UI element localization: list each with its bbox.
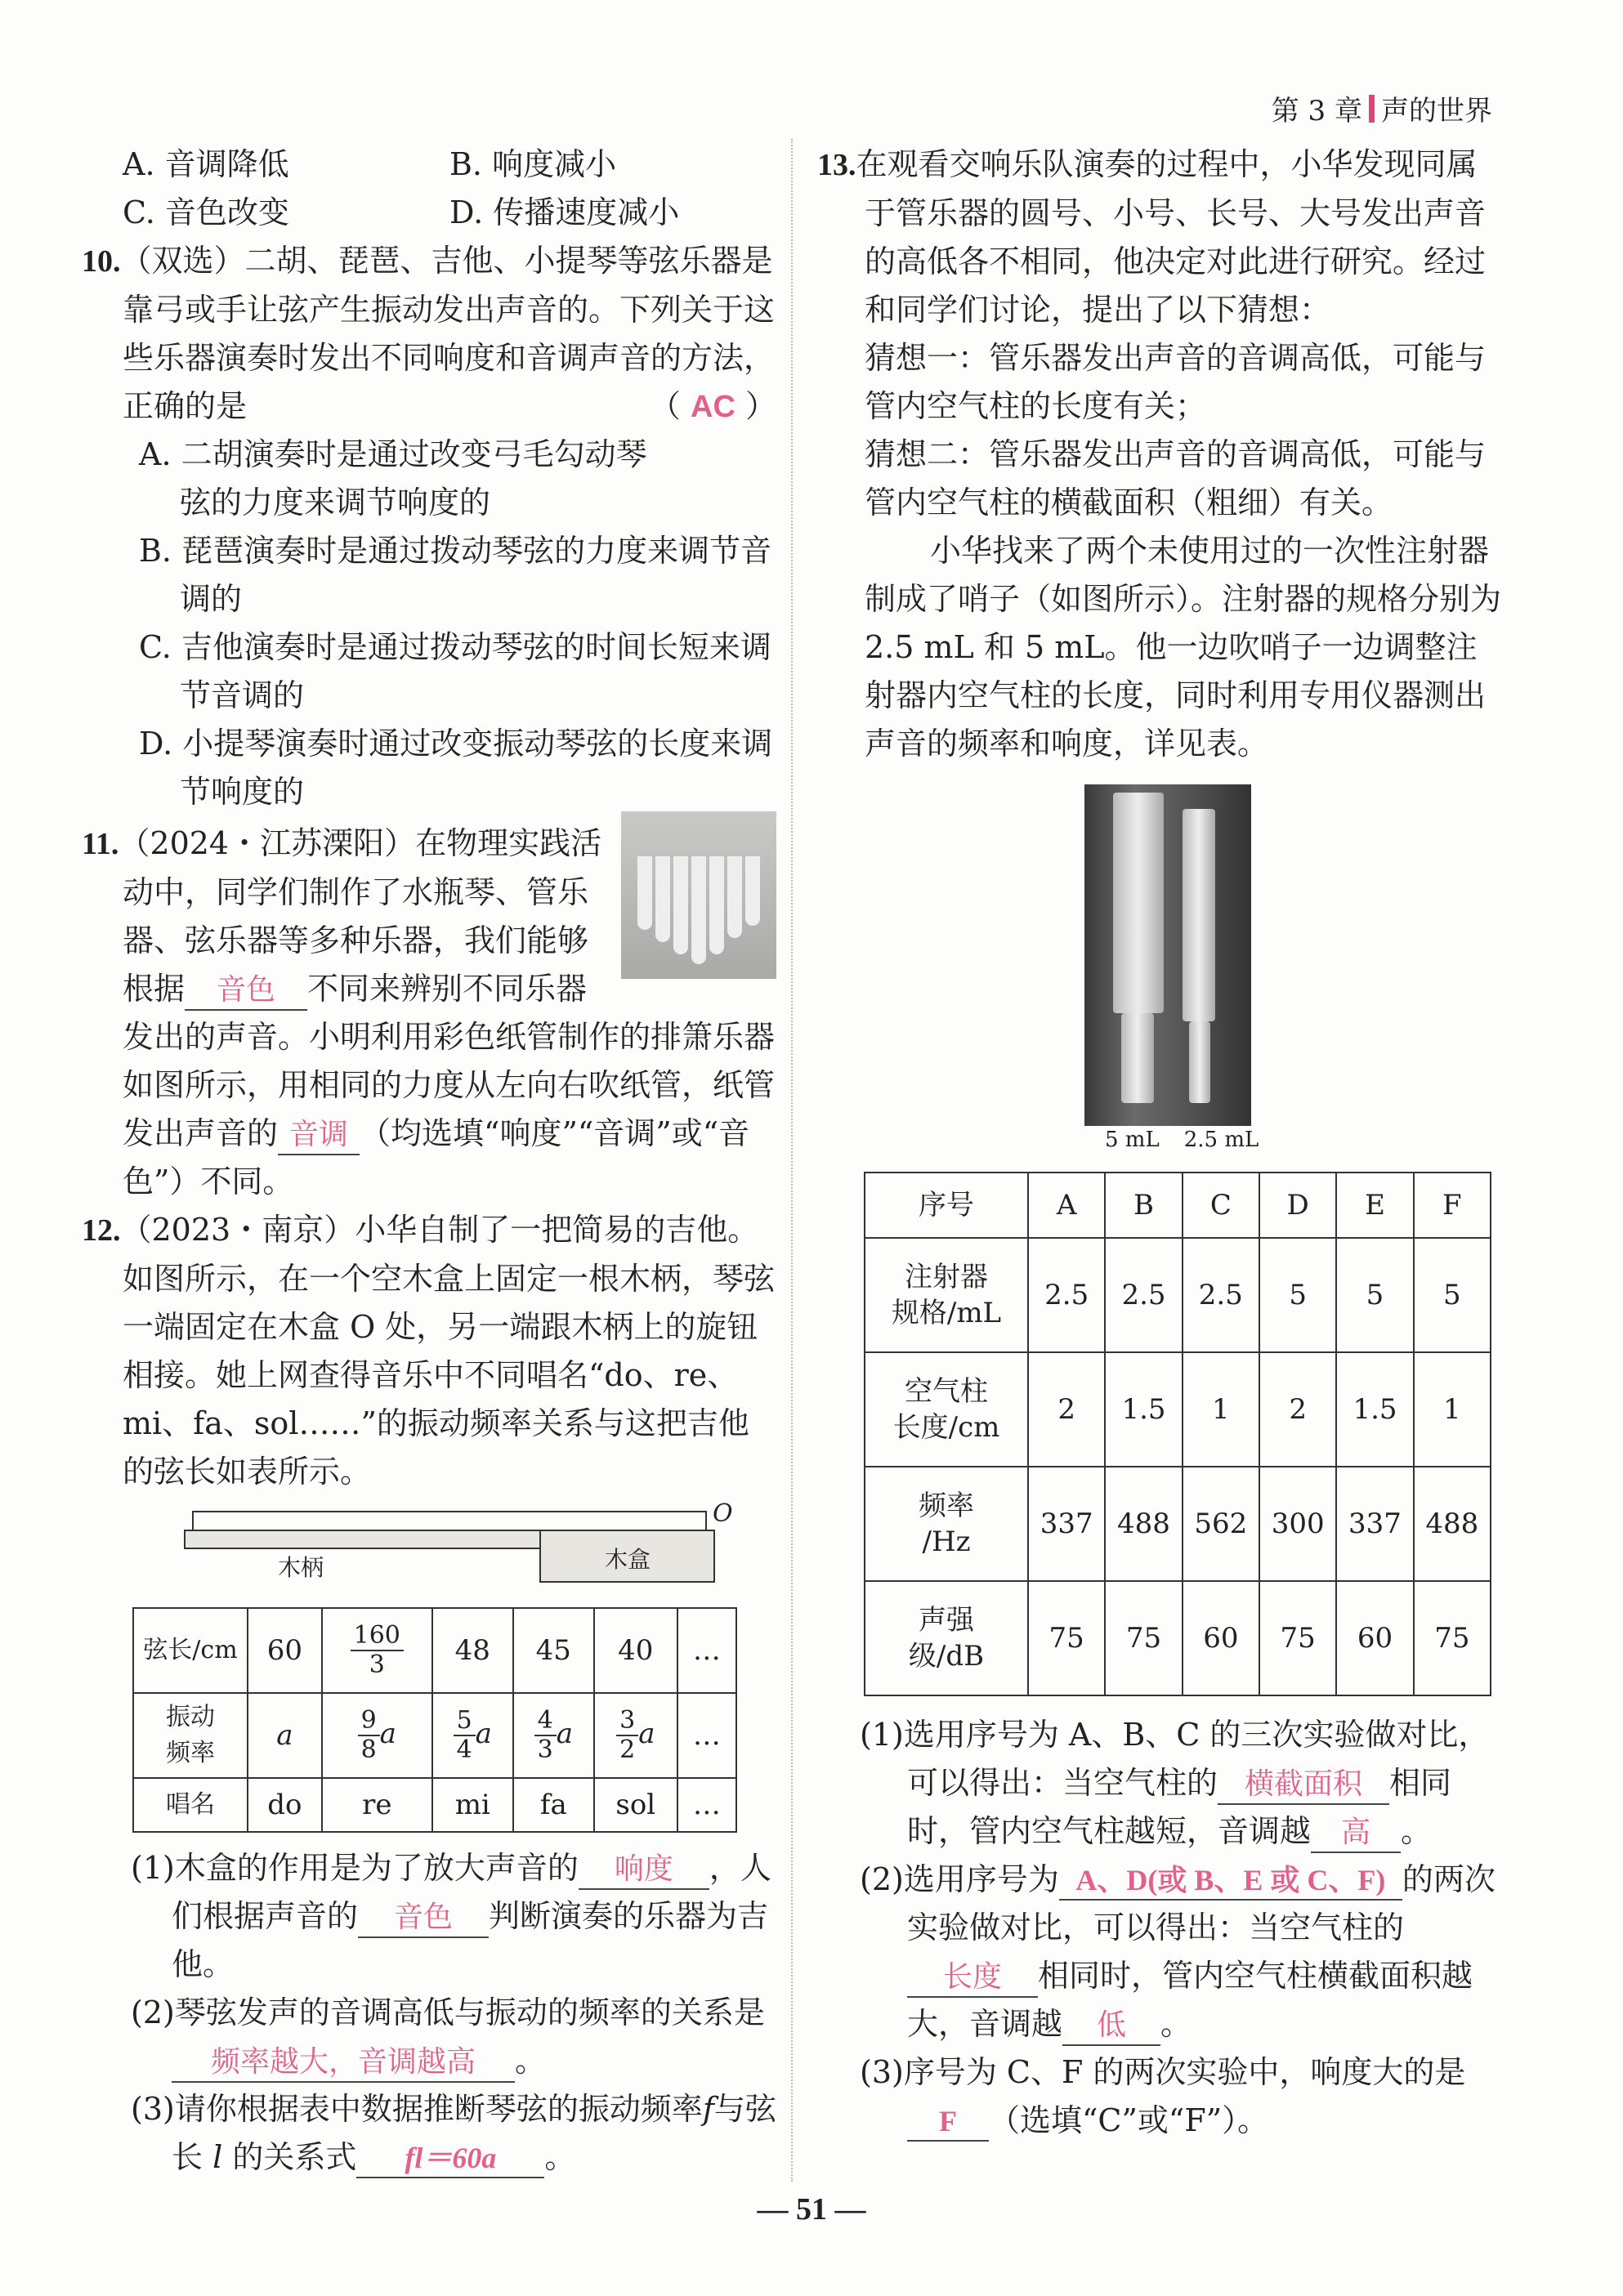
answer-blank: 音调 <box>278 1116 360 1155</box>
cell: … <box>677 1693 736 1778</box>
cell: 60 <box>248 1608 322 1693</box>
row-header: 唱名 <box>133 1778 248 1832</box>
hypothesis-2: 猜想二：管乐器发出声音的音调高低，可能与管内空气柱的横截面积（粗细）有关。 <box>865 436 1487 520</box>
answer-blank: 频率越大，音调越高 <box>172 2044 515 2083</box>
answer-blank: 低 <box>1062 2007 1160 2046</box>
caption-5ml: 5 mL <box>1105 1128 1160 1152</box>
q13-part3: (3)序号为 C、F 的两次实验中，响度大的是F （选填“C”或“F”）。 <box>817 2048 1504 2145</box>
header-cell: A <box>1028 1173 1105 1238</box>
option: A. 音调降低 <box>123 146 289 182</box>
question-13 <box>817 141 1504 334</box>
cell: $\frac{3}{2}$ a <box>594 1693 677 1778</box>
cell: fa <box>513 1778 594 1832</box>
option: B. 响度减小 <box>449 146 617 182</box>
cell: $\frac{160}{3}$ <box>322 1608 432 1693</box>
q13-part2: (2)选用序号为 A、D(或 B、E 或 C、F) 的两次实验做对比，可以得出：当空气柱的长度 相同时，管内空气柱横截面积越大，音调越 低 。 <box>817 1856 1504 2048</box>
header-cell: F <box>1414 1173 1491 1238</box>
question-number: 13. <box>817 148 856 182</box>
option: D. 小提琴演奏时通过改变振动琴弦的长度来调节响度的 <box>139 726 773 810</box>
table-row: 频率 /Hz 337 488 562 300 337 488 <box>865 1467 1491 1581</box>
question-stem: （2023・南京）小华自制了一把简易的吉他。如图所示，在一个空木盒上固定一根木柄，琴弦一端固定在木盒 O 处，另一端跟木柄上的旋钮相接。她上网查得音乐中不同唱名“do、re、mi、fa、sol……”的振动频率关系与这把吉他的弦长如表所示。 <box>120 1212 776 1490</box>
question-number: 11. <box>82 827 119 861</box>
question-number: 12. <box>82 1213 121 1248</box>
answer: AC <box>691 390 735 424</box>
question-stem: （双选）二胡、琵琶、吉他、小提琴等弦乐器是靠弓或手让弦产生振动发出声音的。下列关于这些乐器演奏时发出不同响度和音调声音的方法，正确的是 <box>120 243 776 424</box>
cell: … <box>677 1778 736 1832</box>
cell: re <box>322 1778 432 1832</box>
page-number: — 51 — <box>757 2192 866 2227</box>
running-header <box>1272 88 1492 128</box>
question-10: 10.（双选）二胡、琵琶、吉他、小提琴等弦乐器是靠弓或手让弦产生振动发出声音的。下列关于这些乐器演奏时发出不同响度和音调声音的方法，正确的是 （ AC ） <box>82 243 776 424</box>
answer-blank: 高 <box>1311 1814 1401 1853</box>
table-row: 空气柱 长度/cm 2 1.5 1 2 1.5 1 <box>865 1352 1491 1467</box>
cell: $\frac{5}{4}$ a <box>432 1693 513 1778</box>
cell: 40 <box>594 1608 677 1693</box>
row-header: 振动 频率 <box>133 1693 248 1778</box>
cell: 45 <box>513 1608 594 1693</box>
string-table <box>132 1607 737 1833</box>
question-11 <box>82 820 776 1206</box>
handle-label: 木柄 <box>278 1554 324 1581</box>
syringe-photo <box>1084 784 1251 1126</box>
cell: mi <box>432 1778 513 1832</box>
header-cell: D <box>1259 1173 1336 1238</box>
point-o-label: O <box>713 1499 733 1528</box>
answer-blank: 音色 <box>185 972 307 1011</box>
cell: $\frac{9}{8}$ a <box>322 1693 432 1778</box>
header-cell: 序号 <box>865 1173 1028 1238</box>
text: （均选填“响度”“音调”或“音色”）不同。 <box>123 1115 750 1199</box>
table-row: 声强 级/dB 75 75 60 75 60 75 <box>865 1581 1491 1695</box>
q12-part1: (1)木盒的作用是为了放大声音的 响度 ，人们根据声音的 音色 判断演奏的乐器为吉他。 <box>131 1850 771 1982</box>
cell: a <box>248 1693 322 1778</box>
header-cell: B <box>1105 1173 1182 1238</box>
question-stem: 在观看交响乐队演奏的过程中，小华发现同属于管乐器的圆号、小号、长号、大号发出声音的高低各不相同，他决定对此进行研究。经过和同学们讨论，提出了以下猜想： <box>856 146 1487 328</box>
text: （2024・江苏溧阳）在物理实践活动中，同学们制作了水瓶琴、管乐器、弦乐器等多种乐器，我们能够根据 <box>118 825 602 1007</box>
left-column <box>82 141 776 2182</box>
option: C. 吉他演奏时是通过拨动琴弦的时间长短来调节音调的 <box>139 629 771 713</box>
photo-captions <box>817 1126 1504 1154</box>
chapter-label: 第 3 章 <box>1271 95 1362 127</box>
option: B. 琵琶演奏时是通过拨动琴弦的力度来调节音调的 <box>139 533 772 617</box>
q12-part3: (3)请你根据表中数据推断琴弦的振动频率f与弦长 l 的关系式 fl＝60a 。 <box>82 2085 776 2182</box>
header-divider <box>1369 95 1375 123</box>
option: D. 传播速度减小 <box>449 194 680 230</box>
text: 不同来辨别不同乐器发出的声音。小明利用彩色纸管制作的排箫乐器如图所示，用相同的力度从左向右吹纸管，纸管发出声音的 <box>123 971 776 1151</box>
q9-options <box>82 141 776 237</box>
q13-part1: (1)选用序号为 A、B、C 的三次实验做对比，可以得出：当空气柱的 横截面积 相同时，管内空气柱越短，音调越 高 。 <box>817 1711 1504 1856</box>
row-header: 弦长/cm <box>133 1608 248 1693</box>
question-12 <box>82 1206 776 1496</box>
answer-blank: 音色 <box>358 1899 489 1938</box>
caption-2-5ml: 2.5 mL <box>1183 1128 1259 1152</box>
q12-part2: (2)琴弦发声的音调高低与振动的频率的关系是频率越大，音调越高 。 <box>82 1989 776 2085</box>
header-cell: C <box>1183 1173 1259 1238</box>
box-label: 木盒 <box>605 1546 651 1573</box>
cell: $\frac{4}{3}$ a <box>513 1693 594 1778</box>
option: C. 音色改变 <box>123 194 289 230</box>
cell: 48 <box>432 1608 513 1693</box>
chapter-title: 声的世界 <box>1381 95 1492 127</box>
answer-blank: A、D(或 B、E 或 C、F) <box>1059 1861 1402 1901</box>
answer-blank: F <box>907 2102 989 2142</box>
table-row: 注射器 规格/mL 2.5 2.5 2.5 5 5 5 <box>865 1238 1491 1352</box>
cell: sol <box>594 1778 677 1832</box>
cell: do <box>248 1778 322 1832</box>
column-divider <box>791 139 793 2182</box>
panpipe-image <box>621 811 776 979</box>
answer-blank: 响度 <box>579 1851 709 1890</box>
hypothesis-1: 猜想一：管乐器发出声音的音调高低，可能与管内空气柱的长度有关； <box>865 340 1487 424</box>
right-column <box>817 141 1504 2145</box>
cell: … <box>677 1608 736 1693</box>
guitar-diagram <box>82 1501 776 1599</box>
question-number: 10. <box>82 244 121 279</box>
option: A. 二胡演奏时是通过改变弓毛勾动琴弦的力度来调节响度的 <box>139 436 647 520</box>
header-cell: E <box>1336 1173 1413 1238</box>
answer-blank: fl＝60a <box>356 2139 544 2178</box>
answer-blank: 横截面积 <box>1218 1766 1389 1805</box>
experiment-description: 小华找来了两个未使用过的一次性注射器制成了哨子（如图所示）。注射器的规格分别为 2.5 mL 和 5 mL。他一边吹哨子一边调整注射器内空气柱的长度，同时利用专用仪器测出声音的频率和响度，详见表。 <box>865 533 1502 762</box>
answer-blank: 长度 <box>907 1959 1038 1998</box>
syringe-table <box>864 1172 1491 1696</box>
